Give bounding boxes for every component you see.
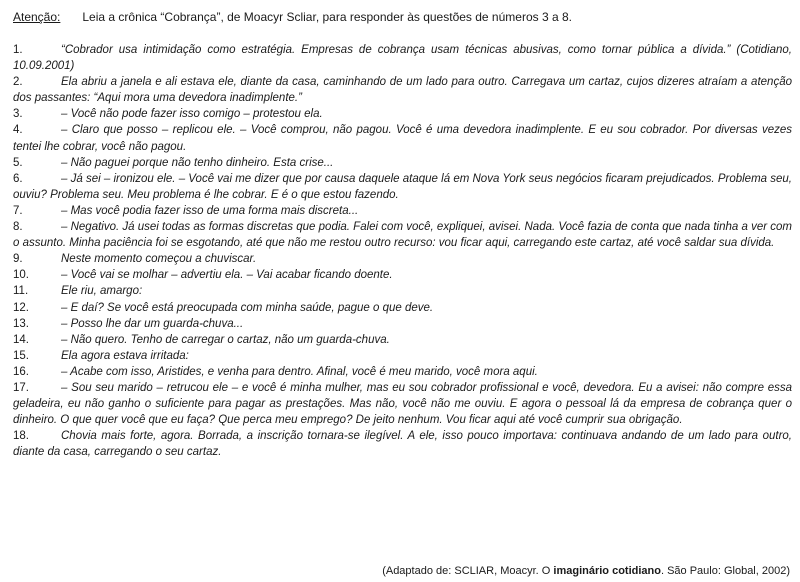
paragraph-text: Chovia mais forte, agora. Borrada, a inscrição tornara-se ilegível. A ele, isso pouco importava: continuava andando de um lado para outro, diante da casa, carregando o seu cartaz. — [13, 430, 792, 459]
paragraph-number: 15. — [13, 349, 29, 362]
paragraph-text: Neste momento começou a chuviscar. — [61, 253, 257, 266]
paragraph-17 — [13, 380, 792, 428]
paragraph-text: – E daí? Se você está preocupada com minha saúde, pague o que deve. — [61, 301, 434, 314]
chronicle-text — [13, 42, 792, 460]
paragraph-number: 5. — [13, 156, 23, 169]
paragraph-number: 7. — [13, 204, 23, 217]
paragraph-text: – Negativo. Já usei todas as formas discretas que podia. Falei com você, expliquei, avisei. Nada. Você fazia de conta que nada tinha a ver com o assunto. Minha paciência foi se esgotando, até que não me restou outro recurso: vou ficar aqui, carregando este cartaz, até você saldar sua dívida. — [13, 221, 792, 250]
paragraph-12 — [13, 300, 792, 316]
source-prefix: (Adaptado de: SCLIAR, Moacyr. O — [382, 565, 554, 577]
paragraph-text: – Não quero. Tenho de carregar o cartaz, não um guarda-chuva. — [61, 333, 390, 346]
paragraph-number: 14. — [13, 333, 29, 346]
paragraph-10 — [13, 267, 792, 283]
paragraph-text: – Não paguei porque não tenho dinheiro. Esta crise... — [61, 156, 334, 169]
paragraph-9 — [13, 251, 792, 267]
paragraph-18 — [13, 428, 792, 460]
attention-label: Atenção: — [13, 10, 61, 24]
paragraph-text: Ela agora estava irritada: — [61, 349, 189, 362]
attention-header — [13, 6, 792, 28]
paragraph-3 — [13, 106, 792, 122]
source-title: imaginário cotidiano — [553, 565, 661, 577]
paragraph-text: – Claro que posso – replicou ele. – Você comprou, não pagou. Você é uma devedora inadimplente. E eu sou cobrador. Por diversas vezes tentei lhe cobrar, você não pagou. — [13, 124, 792, 153]
source-citation — [382, 563, 790, 579]
paragraph-text: – Posso lhe dar um guarda-chuva... — [61, 317, 244, 330]
paragraph-number: 17. — [13, 381, 29, 394]
paragraph-number: 13. — [13, 317, 29, 330]
source-suffix: . São Paulo: Global, 2002) — [660, 565, 790, 577]
paragraph-number: 2. — [13, 76, 23, 89]
paragraph-text: Ela abriu a janela e ali estava ele, diante da casa, caminhando de um lado para outro. Carregava um cartaz, cujos dizeres atraíam a atenção dos passantes: “Aqui mora uma devedora inadimplente.” — [13, 76, 792, 105]
paragraph-15 — [13, 348, 792, 364]
paragraph-14 — [13, 332, 792, 348]
paragraph-number: 18. — [13, 430, 29, 443]
paragraph-text: – Já sei – ironizou ele. – Você vai me dizer que por causa daquele ataque lá em Nova York seus negócios ficaram prejudicados. Problema seu, ouviu? Problema seu. Meu problema é lhe cobrar. E é o que estou fazendo. — [13, 172, 792, 201]
paragraph-text: “Cobrador usa intimidação como estratégia. Empresas de cobrança usam técnicas abusivas, como tornar pública a dívida.” (Cotidiano, 10.09.2001) — [13, 44, 792, 73]
paragraph-number: 12. — [13, 301, 29, 314]
paragraph-7 — [13, 203, 792, 219]
paragraph-text: Ele riu, amargo: — [61, 285, 143, 298]
paragraph-2 — [13, 74, 792, 106]
paragraph-text: – Mas você podia fazer isso de uma forma mais discreta... — [61, 204, 359, 217]
paragraph-text: – Acabe com isso, Aristides, e venha para dentro. Afinal, você é meu marido, você mora aqui. — [61, 365, 538, 378]
paragraph-text: – Sou seu marido – retrucou ele – e você é minha mulher, mas eu sou cobrador profissional e você, devedora. Eu a avisei: não compre essa geladeira, eu não ganho o suficiente para pagar as prestações. Mas não, você não me ouviu. E agora o pessoal lá da empresa de cobrança quer o dinheiro. O que quer você que eu faça? Que perca meu emprego? De jeito nenhum. Vou ficar aqui até você cumprir sua obrigação. — [13, 381, 792, 427]
paragraph-11 — [13, 283, 792, 299]
paragraph-16 — [13, 364, 792, 380]
attention-text: Leia a crônica “Cobrança”, de Moacyr Scliar, para responder às questões de números 3 a 8. — [82, 10, 572, 24]
paragraph-number: 8. — [13, 221, 23, 234]
paragraph-13 — [13, 316, 792, 332]
paragraph-number: 6. — [13, 172, 23, 185]
paragraph-6 — [13, 171, 792, 203]
paragraph-number: 4. — [13, 124, 23, 137]
paragraph-number: 16. — [13, 365, 29, 378]
paragraph-number: 3. — [13, 108, 23, 121]
paragraph-text: – Você não pode fazer isso comigo – protestou ela. — [61, 108, 323, 121]
paragraph-number: 11. — [13, 285, 29, 298]
paragraph-1 — [13, 42, 792, 74]
paragraph-number: 10. — [13, 269, 29, 282]
paragraph-number: 9. — [13, 253, 23, 266]
paragraph-8 — [13, 219, 792, 251]
paragraph-5 — [13, 155, 792, 171]
paragraph-4 — [13, 122, 792, 154]
paragraph-number: 1. — [13, 44, 23, 56]
paragraph-text: – Você vai se molhar – advertiu ela. – Vai acabar ficando doente. — [61, 269, 393, 282]
